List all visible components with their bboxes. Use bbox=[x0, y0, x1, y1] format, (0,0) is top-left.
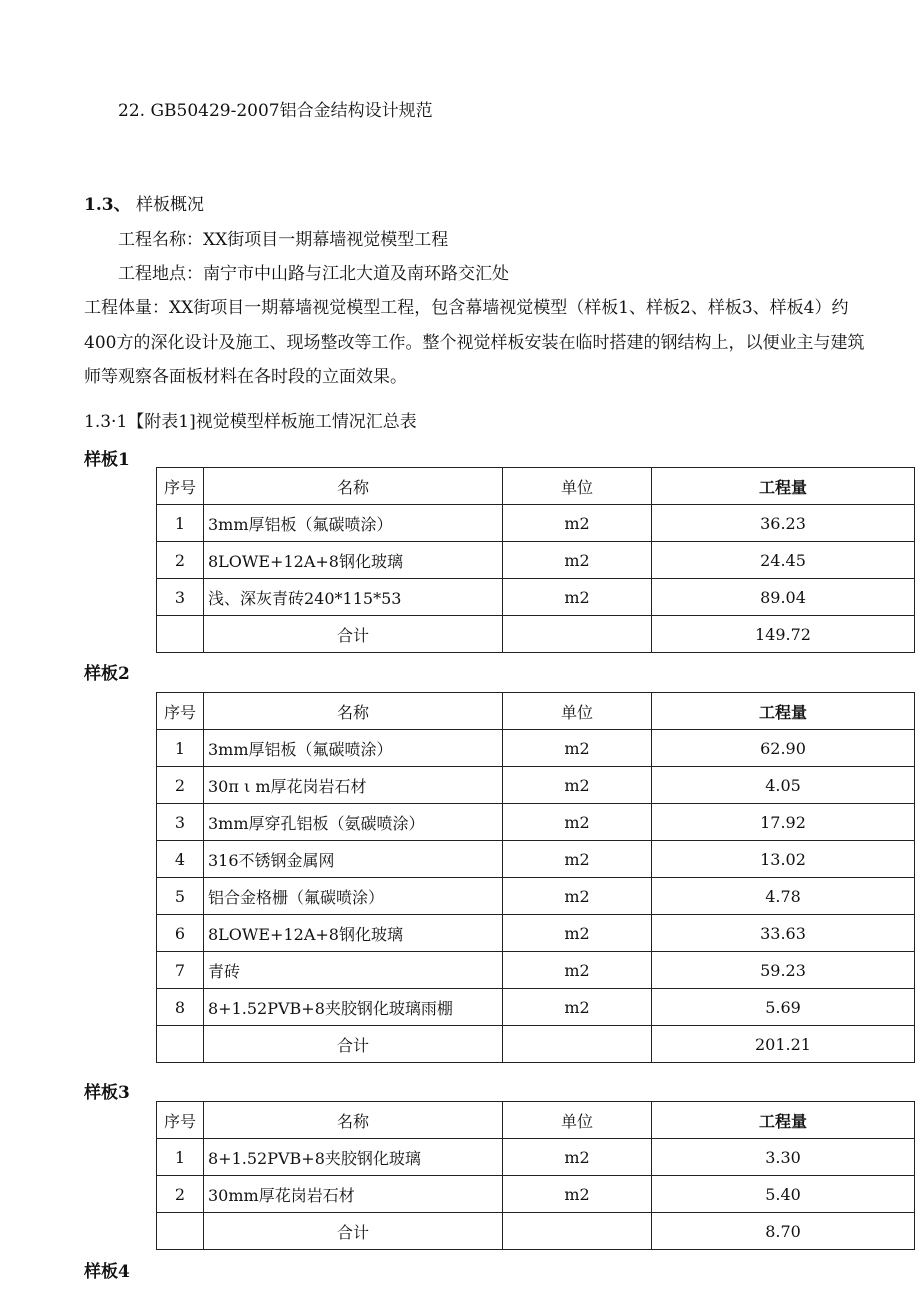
cell-qty: 4.78 bbox=[652, 878, 915, 915]
total-row bbox=[157, 1026, 915, 1063]
cell-seq: 1 bbox=[157, 1139, 204, 1176]
cell-name: 青砖 bbox=[204, 952, 503, 989]
table-row bbox=[157, 542, 915, 579]
cell-qty: 4.05 bbox=[652, 767, 915, 804]
cell-name: 8LOWE+12A+8钢化玻璃 bbox=[204, 542, 503, 579]
cell-name: 3mm厚穿孔铝板（氨碳喷涂） bbox=[204, 804, 503, 841]
total-value: 149.72 bbox=[652, 616, 915, 653]
appendix-title: 1.3·1【附表1]视觉模型样板施工情况汇总表 bbox=[84, 412, 417, 432]
table-header-row bbox=[157, 693, 915, 730]
project-volume-line-3: 师等观察各面板材料在各时段的立面效果。 bbox=[84, 367, 407, 387]
header-name: 名称 bbox=[204, 693, 503, 730]
cell-seq: 1 bbox=[157, 730, 204, 767]
cell-unit: m2 bbox=[503, 542, 652, 579]
cell-seq: 2 bbox=[157, 767, 204, 804]
cell-name: 8+1.52PVB+8夹胶钢化玻璃 bbox=[204, 1139, 503, 1176]
cell-qty: 36.23 bbox=[652, 505, 915, 542]
table-row bbox=[157, 989, 915, 1026]
total-label: 合计 bbox=[204, 1026, 503, 1063]
table-row bbox=[157, 952, 915, 989]
cell-unit: m2 bbox=[503, 1139, 652, 1176]
cell-seq: 1 bbox=[157, 505, 204, 542]
table-row bbox=[157, 505, 915, 542]
cell-unit bbox=[503, 1213, 652, 1250]
cell-name: 316不锈钢金属网 bbox=[204, 841, 503, 878]
total-row bbox=[157, 616, 915, 653]
header-unit: 单位 bbox=[503, 1102, 652, 1139]
cell-unit: m2 bbox=[503, 878, 652, 915]
cell-name: 8LOWE+12A+8钢化玻璃 bbox=[204, 915, 503, 952]
header-unit: 单位 bbox=[503, 693, 652, 730]
cell-seq: 5 bbox=[157, 878, 204, 915]
table-row bbox=[157, 1176, 915, 1213]
cell-unit: m2 bbox=[503, 989, 652, 1026]
cell-name: 30π ι m厚花岗岩石材 bbox=[204, 767, 503, 804]
cell-seq: 2 bbox=[157, 542, 204, 579]
cell-seq bbox=[157, 1026, 204, 1063]
sample-2-table bbox=[156, 692, 915, 1063]
cell-unit bbox=[503, 616, 652, 653]
cell-unit: m2 bbox=[503, 505, 652, 542]
header-seq: 序号 bbox=[157, 693, 204, 730]
project-volume-line-1: 工程体量：XX街项目一期幕墙视觉模型工程，包含幕墙视觉模型（样板1、样板2、样板3、样板4）约 bbox=[84, 298, 849, 318]
header-name: 名称 bbox=[204, 468, 503, 505]
cell-unit: m2 bbox=[503, 579, 652, 616]
cell-seq bbox=[157, 616, 204, 653]
section-title: 样板概况 bbox=[135, 195, 204, 215]
cell-qty: 5.40 bbox=[652, 1176, 915, 1213]
table-row bbox=[157, 841, 915, 878]
total-value: 201.21 bbox=[652, 1026, 915, 1063]
total-row bbox=[157, 1213, 915, 1250]
section-number: 1.3、 bbox=[84, 195, 131, 215]
table-row bbox=[157, 878, 915, 915]
table-header-row bbox=[157, 1102, 915, 1139]
cell-qty: 13.02 bbox=[652, 841, 915, 878]
cell-unit: m2 bbox=[503, 952, 652, 989]
cell-qty: 3.30 bbox=[652, 1139, 915, 1176]
table-row bbox=[157, 915, 915, 952]
cell-seq: 8 bbox=[157, 989, 204, 1026]
cell-name: 铝合金格栅（氟碳喷涂） bbox=[204, 878, 503, 915]
total-label: 合计 bbox=[204, 616, 503, 653]
cell-qty: 59.23 bbox=[652, 952, 915, 989]
total-value: 8.70 bbox=[652, 1213, 915, 1250]
cell-seq: 3 bbox=[157, 579, 204, 616]
cell-unit: m2 bbox=[503, 1176, 652, 1213]
sample-1-label: 样板1 bbox=[84, 450, 130, 470]
table-header-row bbox=[157, 468, 915, 505]
cell-seq bbox=[157, 1213, 204, 1250]
cell-seq: 7 bbox=[157, 952, 204, 989]
table-row bbox=[157, 730, 915, 767]
header-qty: 工程量 bbox=[652, 468, 915, 505]
cell-qty: 62.90 bbox=[652, 730, 915, 767]
cell-name: 30mm厚花岗岩石材 bbox=[204, 1176, 503, 1213]
section-heading bbox=[84, 190, 204, 215]
header-qty: 工程量 bbox=[652, 1102, 915, 1139]
sample-2-label: 样板2 bbox=[84, 664, 130, 684]
total-label: 合计 bbox=[204, 1213, 503, 1250]
table-row bbox=[157, 1139, 915, 1176]
table-row bbox=[157, 767, 915, 804]
cell-seq: 3 bbox=[157, 804, 204, 841]
project-volume-line-2: 400方的深化设计及施工、现场整改等工作。整个视觉样板安装在临时搭建的钢结构上，以便业主与建筑 bbox=[84, 333, 865, 353]
table-row bbox=[157, 579, 915, 616]
cell-unit: m2 bbox=[503, 804, 652, 841]
project-location: 工程地点：南宁市中山路与江北大道及南环路交汇处 bbox=[118, 264, 509, 284]
project-name: 工程名称：XX街项目一期幕墙视觉模型工程 bbox=[118, 230, 449, 250]
header-seq: 序号 bbox=[157, 1102, 204, 1139]
cell-qty: 89.04 bbox=[652, 579, 915, 616]
cell-name: 3mm厚铝板（氟碳喷涂） bbox=[204, 505, 503, 542]
cell-seq: 2 bbox=[157, 1176, 204, 1213]
cell-unit: m2 bbox=[503, 841, 652, 878]
table-row bbox=[157, 804, 915, 841]
cell-qty: 17.92 bbox=[652, 804, 915, 841]
header-name: 名称 bbox=[204, 1102, 503, 1139]
cell-name: 8+1.52PVB+8夹胶钢化玻璃雨棚 bbox=[204, 989, 503, 1026]
cell-qty: 24.45 bbox=[652, 542, 915, 579]
cell-unit: m2 bbox=[503, 915, 652, 952]
cell-name: 3mm厚铝板（氟碳喷涂） bbox=[204, 730, 503, 767]
header-unit: 单位 bbox=[503, 468, 652, 505]
sample-1-table bbox=[156, 467, 915, 653]
cell-name: 浅、深灰青砖240*115*53 bbox=[204, 579, 503, 616]
sample-4-label: 样板4 bbox=[84, 1262, 130, 1282]
header-seq: 序号 bbox=[157, 468, 204, 505]
cell-qty: 33.63 bbox=[652, 915, 915, 952]
reference-item-22: 22. GB50429-2007铝合金结构设计规范 bbox=[118, 101, 433, 121]
cell-unit: m2 bbox=[503, 730, 652, 767]
cell-unit bbox=[503, 1026, 652, 1063]
cell-unit: m2 bbox=[503, 767, 652, 804]
cell-seq: 4 bbox=[157, 841, 204, 878]
sample-3-label: 样板3 bbox=[84, 1083, 130, 1103]
header-qty: 工程量 bbox=[652, 693, 915, 730]
cell-seq: 6 bbox=[157, 915, 204, 952]
cell-qty: 5.69 bbox=[652, 989, 915, 1026]
sample-3-table bbox=[156, 1101, 915, 1250]
